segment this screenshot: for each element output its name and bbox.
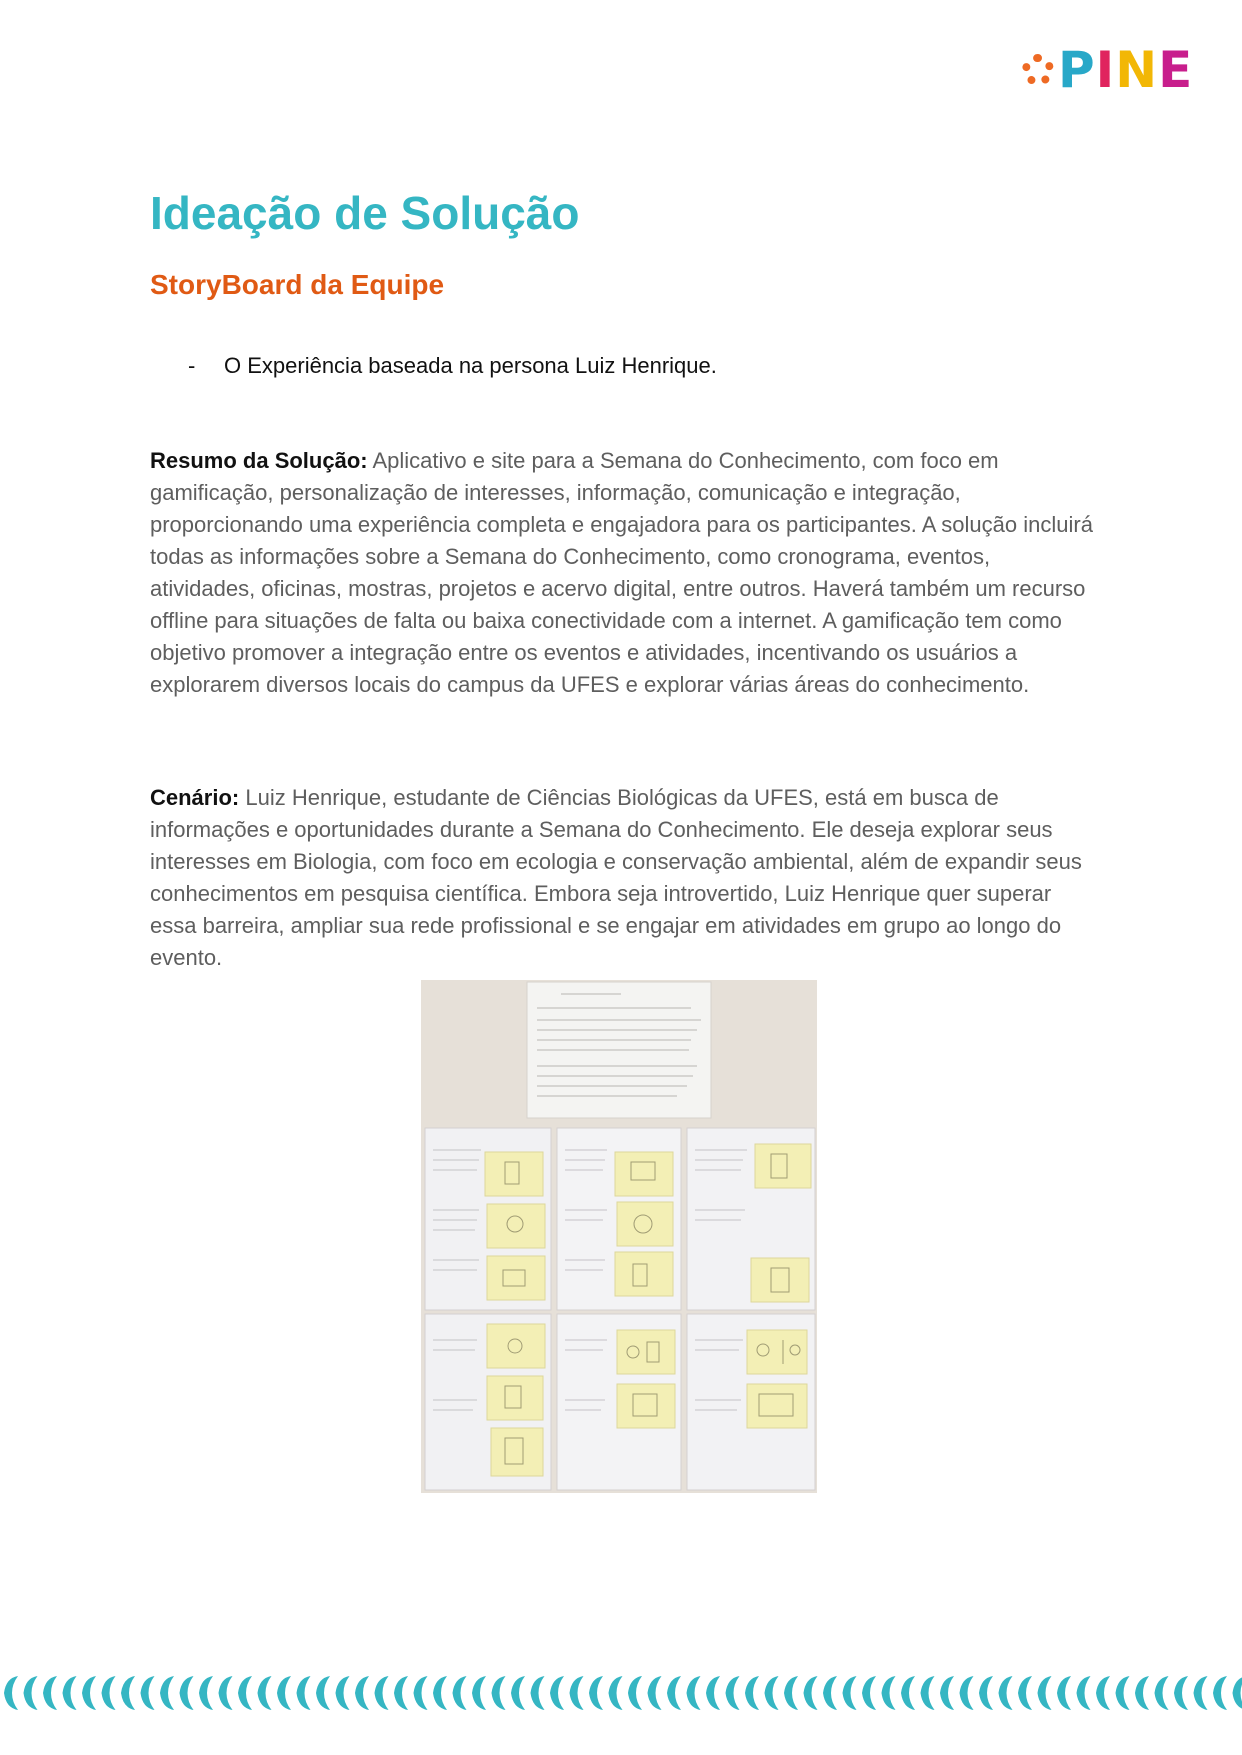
opine-logo [1022, 42, 1193, 98]
footer-leaf-icon [199, 1676, 213, 1710]
footer-leaf-icon [1018, 1676, 1032, 1710]
footer-leaf-icon [1155, 1676, 1169, 1710]
footer-leaf-icon [336, 1676, 350, 1710]
footer-leaf-icon [1077, 1676, 1091, 1710]
footer-leaf-icon [843, 1676, 857, 1710]
footer-leaf-icon [823, 1676, 837, 1710]
footer-leaf-icon [63, 1676, 77, 1710]
footer-leaf-icon [180, 1676, 194, 1710]
footer-leaf-icon [492, 1676, 506, 1710]
footer-leaf-icon [589, 1676, 603, 1710]
footer-leaf-icon [550, 1676, 564, 1710]
footer-leaf-icon [375, 1676, 389, 1710]
footer-leaf-icon [687, 1676, 701, 1710]
footer-leaf-icon [628, 1676, 642, 1710]
footer-leaf-icon [609, 1676, 623, 1710]
bullet-text: O Experiência baseada na persona Luiz Henrique. [224, 353, 717, 378]
footer-leaf-icon [24, 1676, 38, 1710]
footer-leaf-icon [258, 1676, 272, 1710]
footer-leaf-icon [394, 1676, 408, 1710]
footer-leaf-icon [472, 1676, 486, 1710]
footer-leaf-icon [667, 1676, 681, 1710]
footer-leaf-icon [999, 1676, 1013, 1710]
footer-leaf-icon [745, 1676, 759, 1710]
footer-leaf-icon [316, 1676, 330, 1710]
footer-leaf-icon [102, 1676, 116, 1710]
footer-leaf-icon [1194, 1676, 1208, 1710]
footer-leaf-icon [1057, 1676, 1071, 1710]
footer-leaf-icon [82, 1676, 96, 1710]
logo-letter-n: N [1115, 41, 1159, 99]
footer-leaf-icon [921, 1676, 935, 1710]
footer-leaf-icon [784, 1676, 798, 1710]
footer-leaf-icon [453, 1676, 467, 1710]
footer-leaf-icon [726, 1676, 740, 1710]
footer-leaf-icon [1116, 1676, 1130, 1710]
footer-leaf-icon [121, 1676, 135, 1710]
footer-leaf-icon [1096, 1676, 1110, 1710]
logo-letter-e: E [1158, 41, 1194, 99]
footer-leaf-icon [979, 1676, 993, 1710]
footer-leaf-icon [297, 1676, 311, 1710]
footer-leaf-icon [960, 1676, 974, 1710]
bullet-marker: - [188, 353, 196, 378]
footer-leaf-icon [1213, 1676, 1227, 1710]
footer-leaf-icon [1174, 1676, 1188, 1710]
summary-label: Resumo da Solução: [150, 448, 368, 473]
footer-leaf-icon [531, 1676, 545, 1710]
footer-leaf-icon [570, 1676, 584, 1710]
footer-leaf-icon [765, 1676, 779, 1710]
footer-leaf-icon [804, 1676, 818, 1710]
footer-leaf-icon [901, 1676, 915, 1710]
footer-leaf-icon [882, 1676, 896, 1710]
storyboard-photo-illustration [421, 980, 817, 1493]
footer-leaf-icon [219, 1676, 233, 1710]
footer-leaf-icon [433, 1676, 447, 1710]
logo-letter-p: P [1058, 41, 1096, 99]
footer-leaf-icon [940, 1676, 954, 1710]
footer-leaf-icon [277, 1676, 291, 1710]
footer-leaf-icon [160, 1676, 174, 1710]
summary-paragraph [150, 445, 1100, 701]
footer-leaf-pattern [0, 1672, 1242, 1714]
footer-leaf-icon [1233, 1676, 1242, 1710]
footer-leaf-icon [511, 1676, 525, 1710]
summary-text: Aplicativo e site para a Semana do Conhecimento, com foco em gamificação, personalização de interesses, informação, comunicação e integração, proporcionando uma experiência completa e engajadora para os participantes. A solução incluirá todas as informações sobre a Semana do Conhecimento, como cronograma, eventos, atividades, oficinas, mostras, projetos e acervo digital, entre outros. Haverá também um recurso offline para situações de falta ou baixa conectividade com a internet. A gamificação tem como objetivo promover a integração entre os eventos e atividades, incentivando os usuários a explorarem diversos locais do campus da UFES e explorar várias áreas do conhecimento. [150, 448, 1093, 697]
footer-leaf-icon [141, 1676, 155, 1710]
storyboard-photo [421, 980, 817, 1493]
logo-letter-i: I [1095, 41, 1116, 99]
footer-leaf-icon [238, 1676, 252, 1710]
footer-leaf-icon [1135, 1676, 1149, 1710]
page-subtitle: StoryBoard da Equipe [150, 269, 445, 300]
footer-leaf-icon [43, 1676, 57, 1710]
footer-leaf-icon [862, 1676, 876, 1710]
footer-leaf-icon [355, 1676, 369, 1710]
bullet-item [188, 352, 717, 381]
footer-leaf-icon [706, 1676, 720, 1710]
page-title: Ideação de Solução [150, 187, 580, 239]
scenario-label: Cenário: [150, 785, 240, 810]
footer-leaf-icon [1038, 1676, 1052, 1710]
footer-leaf-icon [414, 1676, 428, 1710]
footer-leaf-icon [4, 1676, 18, 1710]
logo-o-ring-icon [1022, 54, 1054, 86]
scenario-paragraph [150, 782, 1100, 974]
footer-leaf-icon [648, 1676, 662, 1710]
scenario-text: Luiz Henrique, estudante de Ciências Biológicas da UFES, está em busca de informações e oportunidades durante a Semana do Conhecimento. Ele deseja explorar seus interesses em Biologia, com foco em ecologia e conservação ambiental, além de expandir seus conhecimentos em pesquisa científica. Embora seja introvertido, Luiz Henrique quer superar essa barreira, ampliar sua rede profissional e se engajar em atividades em grupo ao longo do evento. [150, 785, 1082, 970]
